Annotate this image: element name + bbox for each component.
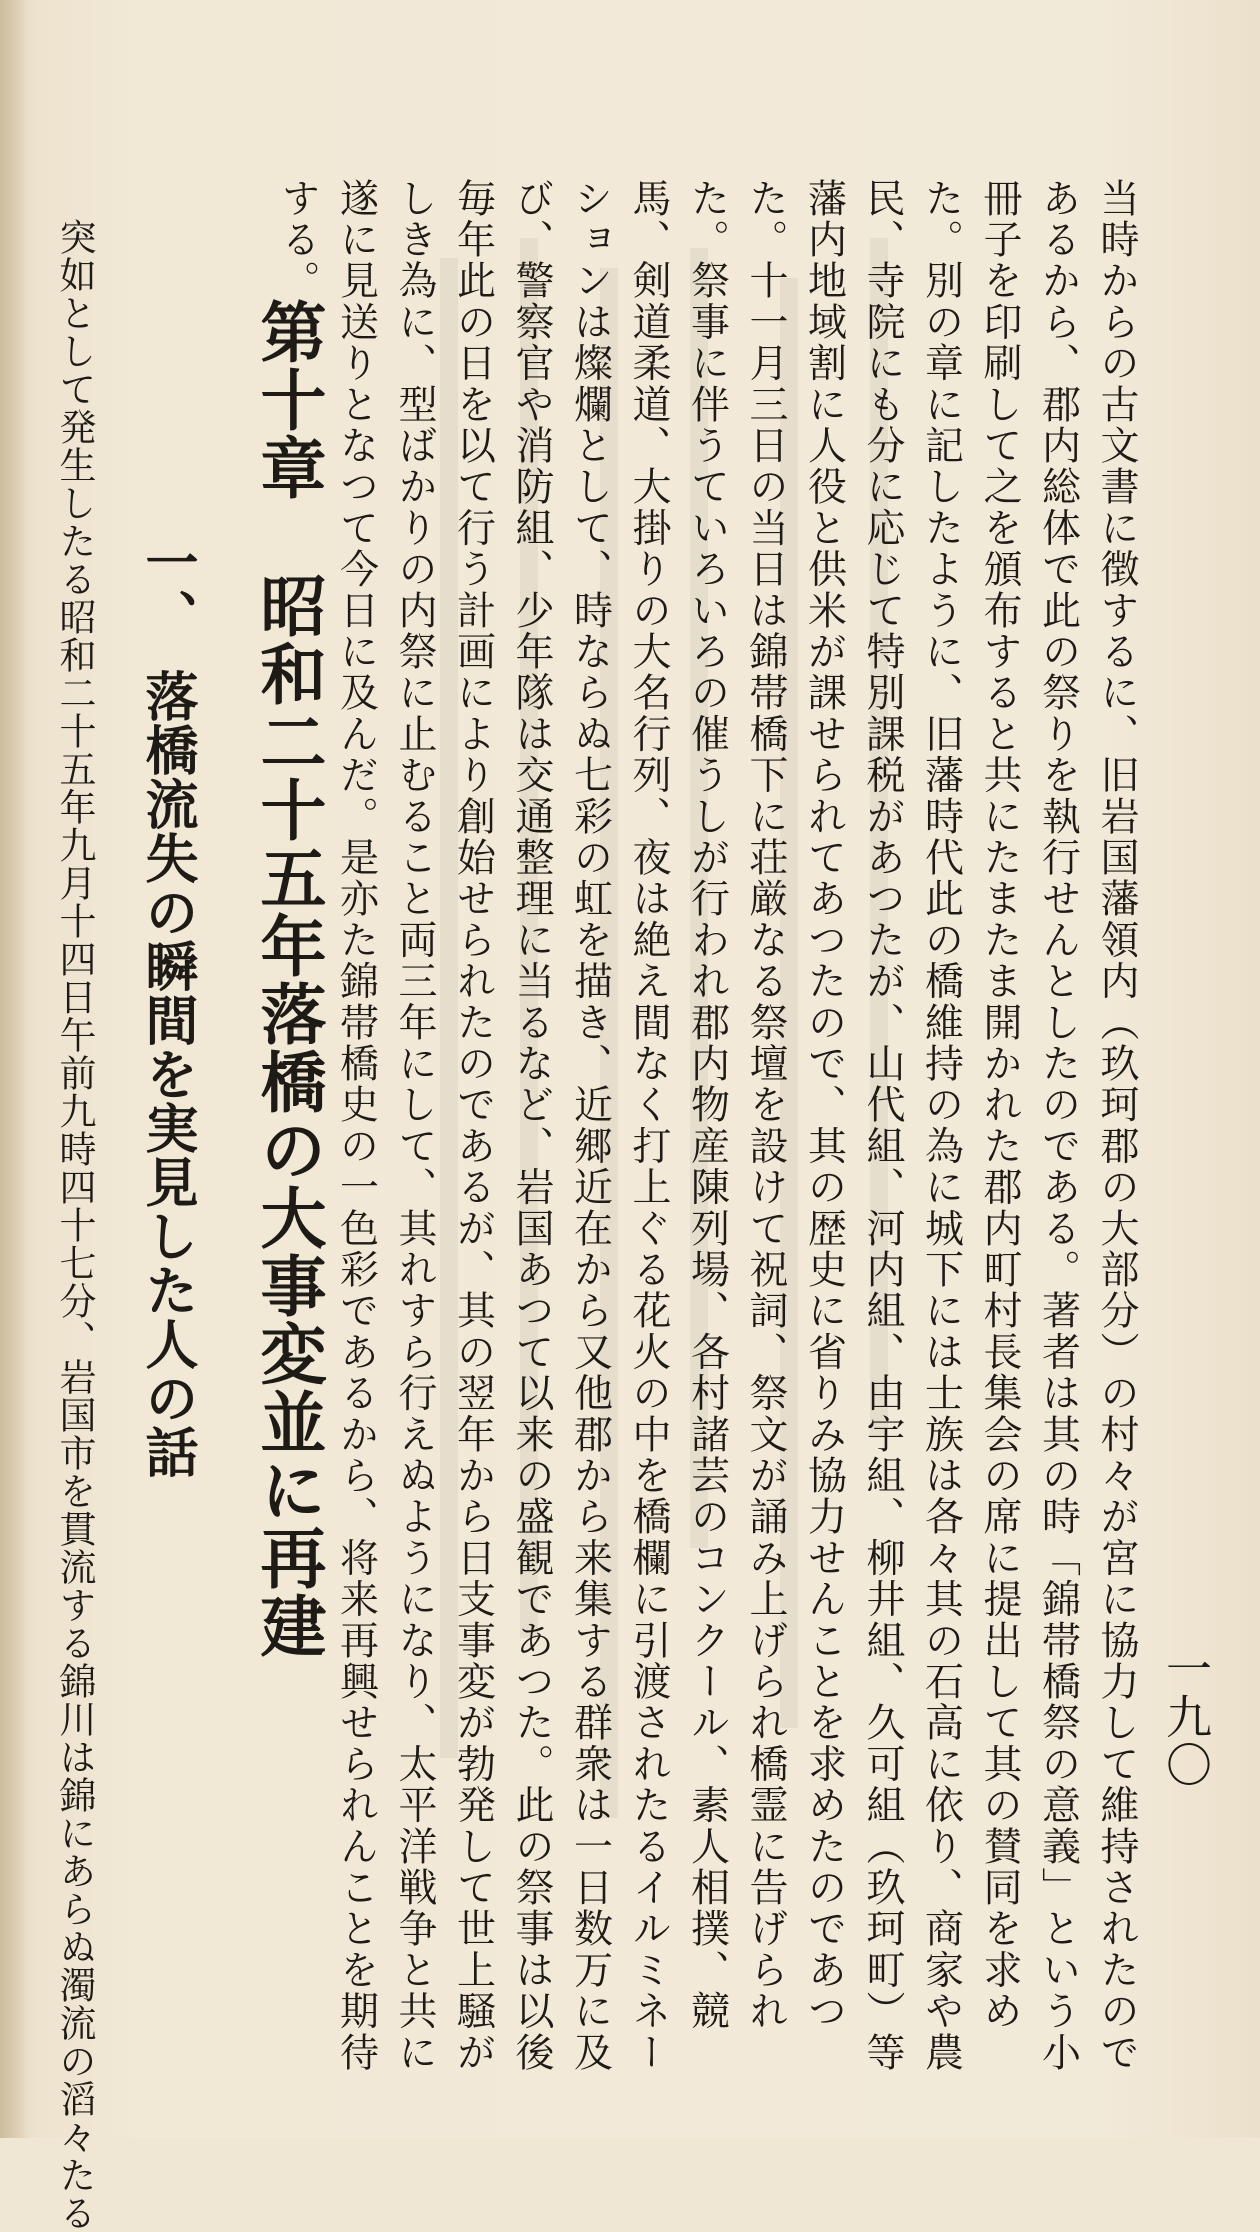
section-title: 落橋流失の瞬間を実見した人の話	[137, 669, 199, 1479]
chapter-heading	[238, 298, 328, 1660]
page-number: 一九〇	[1159, 1645, 1213, 1789]
chapter-title: 昭和二十五年落橋の大事変並に再建	[249, 572, 327, 1660]
body-paragraph: 当時からの古文書に徴するに、旧岩国藩領内（玖珂郡の大部分）の村々が宮に協力して維持されたのであるから、郡内総体で此の祭りを執行せんとしたのである。著者は其の時「錦帯橋祭の意義」という小冊子を印刷して之を頒布すると共にたまたま開かれた郡内町村長集会の席に提出して其の賛同を求めた。別の章に記したように、旧藩時代此の橋維持の為に城下には士族は各々其の石高に依り、商家や農民、寺院にも分に応じて特別課税があつたが、山代組、河内組、由宇組、柳井組、久可組（玖珂町）等藩内地域割に人役と供米が課せられてあつたので、其の歴史に省りみ協力せんことを求めたのであつた。十一月三日の当日は錦帯橋下に荘厳なる祭壇を設けて祝詞、祭文が誦み上げられ橋霊に告げられた。祭事に伴うていろいろの催うしが行われ郡内物産陳列場、各村諸芸のコンクール、素人相撲、競馬、剣道柔道、大掛りの大名行列、夜は絶え間なく打上ぐる花火の中を橋欄に引渡されたるイルミネーションは燦爛として、時ならぬ七彩の虹を描き、近郷近在から又他郡から来集する群衆は一日数万に及び、警察官や消防組、少年隊は交通整理に当るなど、岩国あつて以来の盛観であつた。此の祭事は以後毎年此の日を以て行う計画により創始せられたのであるが、其の翌年から日支事変が勃発して世上騒がしき為に、型ばかりの内祭に止むること両三年にして、其れすら行えぬようになり、太平洋戦争と共に遂に見送りとなつて今日に及んだ。是亦た錦帯橋史の一色彩であるから、将来再興せられんことを期待する。	[275, 178, 1139, 2074]
section-number: 一、	[137, 535, 199, 643]
chapter-label: 第十章	[249, 298, 327, 502]
section-heading	[128, 535, 200, 1479]
section-intro-text: 突如として発生したる昭和二十五年九月十四日午前九時四十七分、岩国市を貫流する錦川は錦にあらぬ濁流の滔々たる	[53, 218, 96, 2232]
page-gutter-shadow	[0, 0, 28, 2138]
